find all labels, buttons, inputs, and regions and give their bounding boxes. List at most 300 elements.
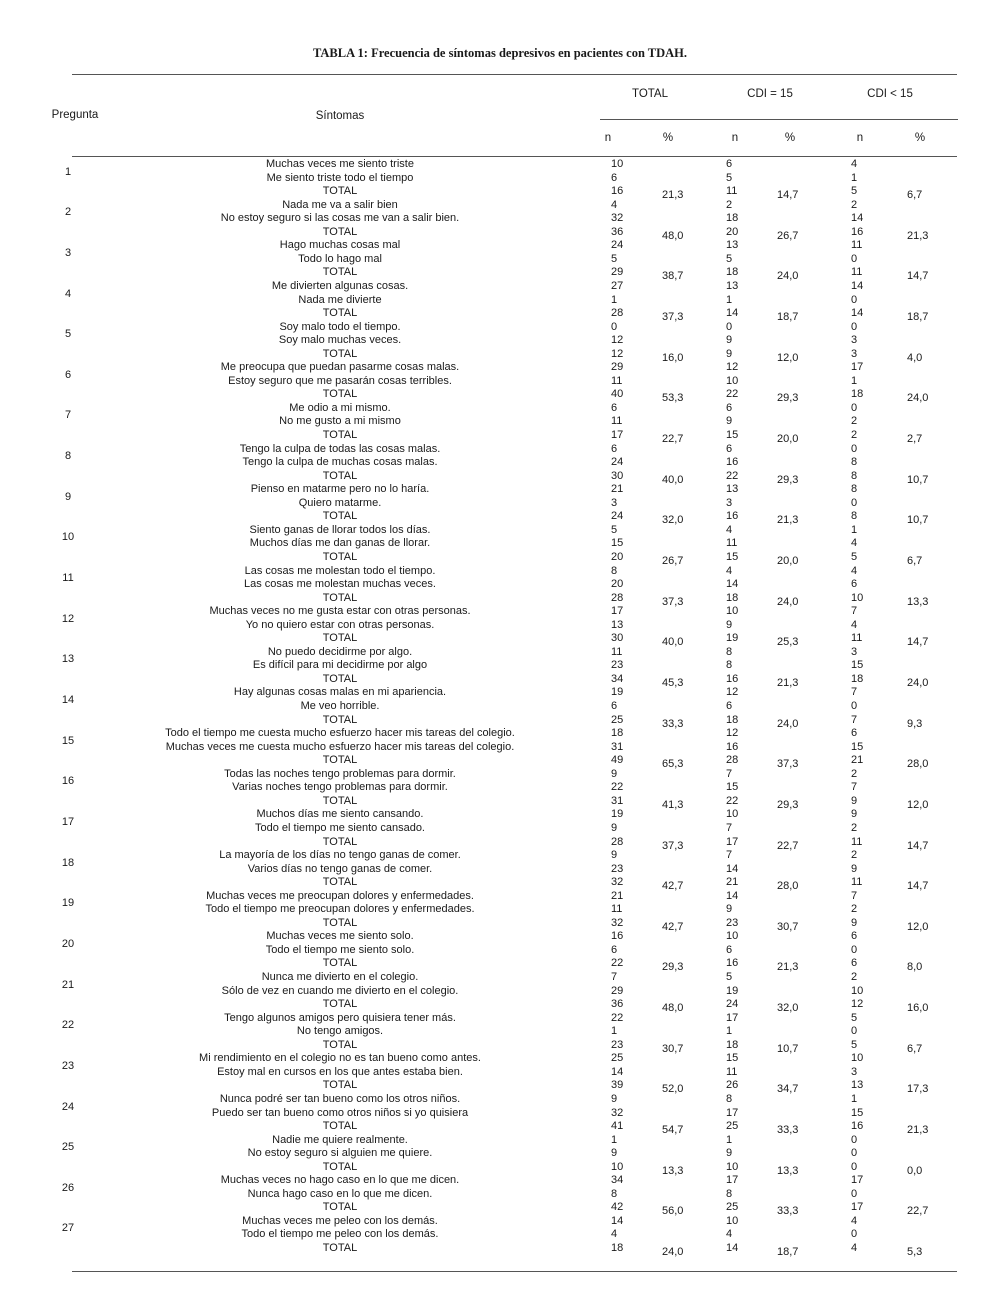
table-title: TABLA 1: Frecuencia de síntomas depresivos en pacientes con TDAH.: [312, 46, 688, 60]
cdi-eq-n: 17: [726, 1174, 739, 1187]
cdi-eq-n: 15: [726, 1052, 739, 1065]
question-number: 14: [61, 694, 75, 706]
cdi-lt-n: 7: [851, 781, 858, 794]
cdi-eq-n: 22: [726, 794, 739, 807]
subheader-rule: [600, 119, 958, 120]
cdi-eq-n: 14: [726, 889, 739, 902]
symptom-text: Hay algunas cosas malas en mi apariencia.: [233, 686, 447, 699]
question-number: 6: [64, 368, 72, 381]
total-n: 24: [611, 510, 624, 523]
total-pct: 26,7: [662, 554, 684, 567]
total-pct: 40,0: [662, 636, 684, 649]
col-header-cdi-lt: CDI < 15: [867, 88, 913, 100]
cdi-lt-n: 4: [851, 158, 858, 170]
total-n: 4: [611, 198, 618, 211]
cdi-lt-pct: 5,3: [907, 1246, 923, 1258]
total-n: 9: [611, 821, 618, 834]
cdi-eq-n: 17: [726, 1011, 739, 1024]
question-number: 2: [64, 206, 72, 219]
total-pct: 32,0: [662, 514, 684, 527]
cdi-lt-pct: 22,7: [907, 1205, 929, 1218]
cdi-lt-n: 8: [851, 483, 858, 496]
symptom-text: Muchas veces me preocupan dolores y enfermedades.: [206, 889, 474, 902]
question-number: 12: [61, 612, 75, 625]
cdi-eq-n: 5: [726, 171, 733, 184]
question-number: 9: [64, 490, 72, 503]
cdi-lt-n: 0: [851, 1133, 858, 1146]
symptom-text: Muchas veces me siento solo.: [266, 930, 414, 943]
cdi-lt-pct: 8,0: [907, 961, 923, 974]
total-pct: 37,3: [662, 595, 684, 608]
total-pct: 45,3: [662, 676, 684, 689]
symptom-text: Varios días no tengo ganas de comer.: [247, 862, 433, 875]
question-number: 3: [64, 246, 72, 259]
cdi-eq-pct: 20,0: [777, 433, 799, 445]
cdi-lt-n: 0: [851, 320, 858, 333]
cdi-eq-n: 23: [726, 916, 739, 929]
total-n: 13: [611, 618, 624, 631]
total-pct: 40,0: [662, 473, 684, 486]
symptom-text: Nunca podré ser tan bueno como los otros niños.: [219, 1092, 461, 1105]
cdi-eq-n: 22: [726, 469, 739, 482]
total-n: 34: [611, 1174, 624, 1187]
total-n: 12: [611, 334, 624, 347]
symptom-text: La mayoría de los días no tengo ganas de comer.: [219, 849, 461, 862]
total-pct: 42,7: [662, 920, 684, 933]
cdi-lt-n: 9: [851, 862, 858, 875]
total-pct: 37,3: [662, 839, 684, 852]
total-pct: 56,0: [662, 1205, 684, 1218]
question-number: 5: [64, 328, 72, 341]
total-n: 9: [611, 767, 618, 780]
cdi-eq-n: 25: [726, 1201, 739, 1214]
cdi-eq-n: 18: [726, 212, 739, 225]
cdi-eq-n: 9: [726, 1147, 733, 1160]
cdi-lt-n: 14: [851, 212, 864, 225]
symptom-text: No estoy seguro si alguien me quiere.: [247, 1147, 433, 1160]
cdi-lt-n: 12: [851, 998, 864, 1011]
total-n: 24: [611, 456, 624, 469]
symptom-text: Me odio a mi mismo.: [289, 401, 391, 414]
total-label: TOTAL: [322, 876, 358, 889]
total-n: 17: [611, 429, 624, 441]
question-number: 10: [61, 531, 75, 544]
cdi-lt-pct: 10,7: [907, 514, 929, 527]
cdi-lt-n: 3: [851, 1065, 858, 1078]
cdi-lt-n: 2: [851, 198, 858, 211]
symptom-text: Estoy seguro que me pasarán cosas terribles.: [228, 374, 452, 387]
total-pct: 30,7: [662, 1042, 684, 1055]
col-header-pct-cdi-eq: %: [784, 132, 796, 144]
total-label: TOTAL: [322, 916, 358, 929]
cdi-lt-n: 8: [851, 469, 858, 482]
cdi-eq-n: 17: [726, 835, 739, 848]
total-n: 5: [611, 523, 618, 536]
cdi-lt-pct: 6,7: [907, 1042, 923, 1055]
cdi-lt-n: 16: [851, 1120, 864, 1133]
cdi-eq-n: 9: [726, 347, 733, 360]
total-pct: 21,3: [662, 189, 684, 202]
cdi-eq-n: 18: [726, 266, 739, 279]
question-number: 18: [61, 856, 75, 869]
cdi-eq-n: 8: [726, 1092, 733, 1105]
cdi-eq-n: 7: [726, 849, 733, 862]
total-pct: 29,3: [662, 961, 684, 974]
total-n: 36: [611, 225, 624, 238]
total-pct: 22,7: [662, 433, 684, 445]
symptom-text: Hago muchas cosas mal: [279, 239, 401, 252]
symptom-text: Todas las noches tengo problemas para dormir.: [224, 767, 456, 780]
cdi-lt-pct: 24,0: [907, 392, 929, 405]
cdi-eq-n: 9: [726, 618, 733, 631]
cdi-eq-n: 5: [726, 971, 733, 983]
symptom-text: Todo el tiempo me cuesta mucho esfuerzo hacer mis tareas del colegio.: [165, 727, 515, 740]
cdi-eq-n: 13: [726, 279, 739, 292]
total-n: 25: [611, 1052, 624, 1065]
total-n: 10: [611, 158, 624, 170]
question-number: 11: [62, 572, 74, 585]
cdi-lt-n: 2: [851, 971, 858, 983]
col-header-n-cdi-eq: n: [731, 132, 739, 144]
cdi-eq-pct: 37,3: [777, 758, 799, 771]
total-n: 19: [611, 686, 624, 699]
total-label: TOTAL: [322, 307, 358, 320]
total-n: 23: [611, 659, 624, 672]
cdi-eq-n: 13: [726, 483, 739, 496]
cdi-eq-n: 4: [726, 523, 733, 536]
cdi-eq-pct: 29,3: [777, 798, 799, 811]
cdi-eq-pct: 33,3: [777, 1124, 799, 1137]
cdi-eq-n: 10: [726, 1214, 739, 1227]
cdi-eq-n: 10: [726, 605, 739, 618]
cdi-eq-pct: 20,0: [777, 554, 799, 567]
total-n: 21: [611, 889, 624, 902]
total-n: 14: [611, 1214, 624, 1227]
total-n: 8: [611, 1187, 618, 1200]
cdi-lt-pct: 24,0: [907, 676, 929, 689]
symptom-text: Nunca me divierto en el colegio.: [261, 971, 419, 983]
cdi-eq-pct: 33,3: [777, 1205, 799, 1218]
total-n: 29: [611, 266, 624, 279]
total-label: TOTAL: [322, 1160, 358, 1173]
cdi-lt-n: 7: [851, 605, 858, 618]
cdi-eq-pct: 34,7: [777, 1083, 799, 1096]
total-n: 12: [611, 347, 624, 360]
total-n: 20: [611, 578, 624, 591]
cdi-lt-n: 15: [851, 740, 864, 753]
total-n: 11: [611, 645, 623, 658]
symptom-text: Todo el tiempo me preocupan dolores y enfermedades.: [205, 903, 475, 916]
cdi-eq-n: 14: [726, 1242, 739, 1254]
total-n: 6: [611, 442, 618, 455]
cdi-lt-n: 0: [851, 700, 858, 712]
total-label: TOTAL: [322, 591, 358, 604]
symptom-text: Muchos días me siento cansando.: [256, 808, 424, 821]
cdi-eq-pct: 24,0: [777, 717, 799, 730]
cdi-lt-n: 0: [851, 1147, 858, 1160]
cdi-lt-n: 0: [851, 293, 858, 306]
cdi-lt-pct: 12,0: [907, 920, 929, 933]
total-n: 17: [611, 605, 624, 618]
total-n: 32: [611, 876, 624, 889]
symptom-text: Tengo la culpa de todas las cosas malas.: [239, 442, 441, 455]
cdi-eq-pct: 22,7: [777, 839, 799, 852]
cdi-lt-n: 0: [851, 252, 858, 265]
cdi-lt-n: 0: [851, 1228, 858, 1241]
cdi-lt-n: 18: [851, 672, 864, 685]
total-pct: 16,0: [662, 351, 684, 364]
cdi-lt-n: 3: [851, 347, 858, 360]
cdi-lt-n: 0: [851, 401, 858, 414]
cdi-eq-n: 15: [726, 550, 739, 563]
total-n: 40: [611, 388, 624, 401]
cdi-eq-n: 15: [726, 429, 739, 441]
total-n: 32: [611, 916, 624, 929]
cdi-lt-pct: 18,7: [907, 311, 929, 324]
total-n: 24: [611, 239, 624, 252]
cdi-eq-n: 6: [726, 401, 733, 414]
cdi-eq-n: 22: [726, 388, 739, 401]
cdi-lt-n: 1: [851, 374, 858, 387]
col-header-pct-total: %: [662, 132, 674, 144]
cdi-eq-n: 16: [726, 510, 739, 523]
cdi-lt-pct: 6,7: [907, 189, 923, 202]
total-n: 1: [611, 293, 618, 306]
total-n: 41: [611, 1120, 624, 1133]
cdi-eq-pct: 29,3: [777, 473, 799, 486]
cdi-lt-n: 1: [851, 523, 858, 536]
total-pct: 41,3: [662, 798, 684, 811]
symptom-text: No tengo amigos.: [296, 1025, 384, 1038]
col-header-n-cdi-lt: n: [856, 132, 864, 144]
symptom-text: Muchas veces no hago caso en lo que me dicen.: [220, 1174, 460, 1187]
cdi-lt-pct: 17,3: [907, 1083, 929, 1096]
symptom-text: No estoy seguro si las cosas me van a salir bien.: [220, 212, 460, 225]
cdi-lt-n: 14: [851, 307, 864, 320]
total-n: 27: [611, 279, 624, 292]
cdi-lt-n: 13: [851, 1079, 864, 1092]
symptom-text: Todo el tiempo me siento solo.: [265, 943, 415, 956]
symptom-text: Nada me va a salir bien: [282, 198, 398, 211]
symptom-text: Puedo ser tan bueno como otros niños si yo quisiera: [211, 1106, 469, 1119]
cdi-eq-n: 13: [726, 239, 739, 252]
cdi-lt-n: 11: [851, 876, 863, 889]
symptom-text: Muchas veces me cuesta mucho esfuerzo hacer mis tareas del colegio.: [165, 740, 515, 753]
total-label: TOTAL: [322, 1038, 358, 1051]
cdi-eq-pct: 18,7: [777, 1246, 799, 1258]
bottom-rule: [72, 1271, 957, 1272]
total-n: 23: [611, 1038, 624, 1051]
total-pct: 52,0: [662, 1083, 684, 1096]
total-n: 16: [611, 930, 624, 943]
cdi-lt-pct: 0,0: [907, 1164, 923, 1177]
cdi-lt-n: 6: [851, 930, 858, 943]
total-pct: 33,3: [662, 717, 684, 730]
cdi-eq-n: 8: [726, 645, 733, 658]
total-label: TOTAL: [322, 835, 358, 848]
total-n: 15: [611, 537, 624, 550]
cdi-lt-n: 16: [851, 225, 864, 238]
cdi-lt-pct: 28,0: [907, 758, 929, 771]
total-n: 14: [611, 1065, 624, 1078]
symptom-text: Me preocupa que puedan pasarme cosas malas.: [220, 361, 460, 374]
total-n: 8: [611, 564, 618, 577]
symptom-text: Pienso en matarme pero no lo haría.: [250, 483, 430, 496]
total-n: 11: [611, 374, 623, 387]
cdi-eq-n: 2: [726, 198, 733, 211]
symptom-text: Sólo de vez en cuando me divierto en el colegio.: [221, 984, 459, 997]
cdi-lt-n: 6: [851, 957, 858, 970]
total-label: TOTAL: [322, 1120, 358, 1133]
cdi-lt-n: 6: [851, 578, 858, 591]
total-label: TOTAL: [322, 754, 358, 767]
total-n: 30: [611, 469, 624, 482]
total-pct: 48,0: [662, 1002, 684, 1015]
total-n: 30: [611, 632, 624, 645]
cdi-lt-n: 10: [851, 1052, 864, 1065]
cdi-eq-pct: 28,0: [777, 880, 799, 893]
cdi-lt-n: 0: [851, 1025, 858, 1038]
total-label: TOTAL: [322, 347, 358, 360]
cdi-lt-n: 15: [851, 659, 864, 672]
total-n: 22: [611, 781, 624, 794]
total-pct: 38,7: [662, 270, 684, 283]
symptom-text: Muchas veces me peleo con los demás.: [242, 1214, 438, 1227]
question-number: 8: [64, 450, 72, 463]
total-n: 31: [611, 794, 624, 807]
question-number: 20: [61, 937, 75, 950]
cdi-lt-n: 2: [851, 767, 858, 780]
cdi-eq-n: 18: [726, 591, 739, 604]
cdi-eq-pct: 18,7: [777, 311, 799, 324]
cdi-lt-n: 1: [851, 171, 858, 184]
total-n: 4: [611, 1228, 618, 1241]
cdi-lt-pct: 21,3: [907, 1124, 929, 1137]
cdi-eq-n: 28: [726, 754, 739, 767]
total-label: TOTAL: [322, 510, 358, 523]
cdi-eq-n: 19: [726, 632, 739, 645]
total-n: 0: [611, 320, 618, 333]
cdi-eq-n: 24: [726, 998, 739, 1011]
question-number: 7: [64, 409, 72, 422]
cdi-eq-n: 8: [726, 659, 733, 672]
total-n: 10: [611, 1160, 624, 1173]
cdi-eq-n: 6: [726, 943, 733, 956]
cdi-eq-n: 18: [726, 713, 739, 726]
cdi-eq-n: 6: [726, 158, 733, 170]
cdi-lt-n: 4: [851, 537, 858, 550]
cdi-eq-n: 9: [726, 415, 733, 428]
cdi-eq-n: 5: [726, 252, 733, 265]
cdi-lt-n: 9: [851, 916, 858, 929]
cdi-eq-n: 4: [726, 1228, 733, 1241]
question-number: 1: [64, 165, 72, 178]
total-n: 28: [611, 835, 624, 848]
total-n: 25: [611, 713, 624, 726]
total-label: TOTAL: [322, 1201, 358, 1214]
cdi-lt-n: 4: [851, 1242, 858, 1254]
cdi-eq-n: 16: [726, 740, 739, 753]
total-n: 7: [611, 971, 618, 983]
cdi-eq-n: 9: [726, 903, 733, 916]
total-n: 18: [611, 727, 624, 740]
symptom-text: No puedo decidirme por algo.: [267, 645, 413, 658]
total-label: TOTAL: [322, 429, 358, 441]
symptom-text: Me divierten algunas cosas.: [271, 279, 409, 292]
cdi-lt-n: 17: [851, 1201, 864, 1214]
cdi-lt-n: 0: [851, 496, 858, 509]
symptom-text: Nunca hago caso en lo que me dicen.: [247, 1187, 433, 1200]
total-n: 6: [611, 943, 618, 956]
total-n: 32: [611, 212, 624, 225]
total-n: 9: [611, 1092, 618, 1105]
cdi-eq-n: 11: [726, 185, 738, 198]
cdi-eq-n: 11: [726, 537, 738, 550]
cdi-lt-n: 2: [851, 429, 858, 441]
cdi-lt-n: 3: [851, 645, 858, 658]
total-label: TOTAL: [322, 794, 358, 807]
cdi-lt-n: 7: [851, 889, 858, 902]
cdi-lt-n: 2: [851, 903, 858, 916]
cdi-eq-n: 6: [726, 442, 733, 455]
cdi-lt-n: 5: [851, 550, 858, 563]
total-label: TOTAL: [322, 957, 358, 970]
cdi-lt-n: 18: [851, 388, 864, 401]
symptom-text: Muchas veces no me gusta estar con otras personas.: [209, 605, 471, 618]
cdi-lt-n: 8: [851, 510, 858, 523]
question-number: 24: [61, 1100, 75, 1113]
cdi-lt-n: 7: [851, 713, 858, 726]
total-n: 34: [611, 672, 624, 685]
cdi-eq-pct: 24,0: [777, 270, 799, 283]
symptom-text: Todo lo hago mal: [298, 252, 382, 265]
question-number: 21: [61, 978, 75, 991]
cdi-eq-n: 25: [726, 1120, 739, 1133]
cdi-eq-n: 0: [726, 320, 733, 333]
total-n: 6: [611, 700, 618, 712]
cdi-lt-n: 11: [851, 632, 863, 645]
cdi-eq-n: 1: [726, 1133, 733, 1146]
cdi-eq-n: 16: [726, 672, 739, 685]
cdi-lt-pct: 14,7: [907, 839, 929, 852]
total-n: 11: [611, 415, 623, 428]
cdi-eq-pct: 25,3: [777, 636, 799, 649]
cdi-lt-pct: 4,0: [907, 351, 923, 364]
total-label: TOTAL: [322, 713, 358, 726]
cdi-lt-n: 17: [851, 1174, 864, 1187]
total-pct: 24,0: [662, 1246, 684, 1258]
total-n: 18: [611, 1242, 624, 1254]
total-label: TOTAL: [322, 1079, 358, 1092]
symptom-text: No me gusto a mi mismo: [279, 415, 401, 428]
cdi-eq-pct: 21,3: [777, 961, 799, 974]
header-bottom-rule: [72, 156, 957, 157]
cdi-eq-n: 1: [726, 293, 733, 306]
cdi-lt-n: 4: [851, 618, 858, 631]
total-n: 28: [611, 307, 624, 320]
top-rule: [72, 74, 957, 75]
cdi-lt-pct: 13,3: [907, 595, 929, 608]
total-label: TOTAL: [322, 185, 358, 198]
cdi-eq-n: 10: [726, 808, 739, 821]
cdi-lt-n: 11: [851, 239, 863, 252]
cdi-eq-pct: 32,0: [777, 1002, 799, 1015]
total-n: 32: [611, 1106, 624, 1119]
cdi-eq-pct: 30,7: [777, 920, 799, 933]
symptom-text: Muchas veces me siento triste: [266, 158, 414, 170]
col-header-sintomas: Síntomas: [315, 110, 365, 122]
question-number: 13: [61, 653, 75, 666]
